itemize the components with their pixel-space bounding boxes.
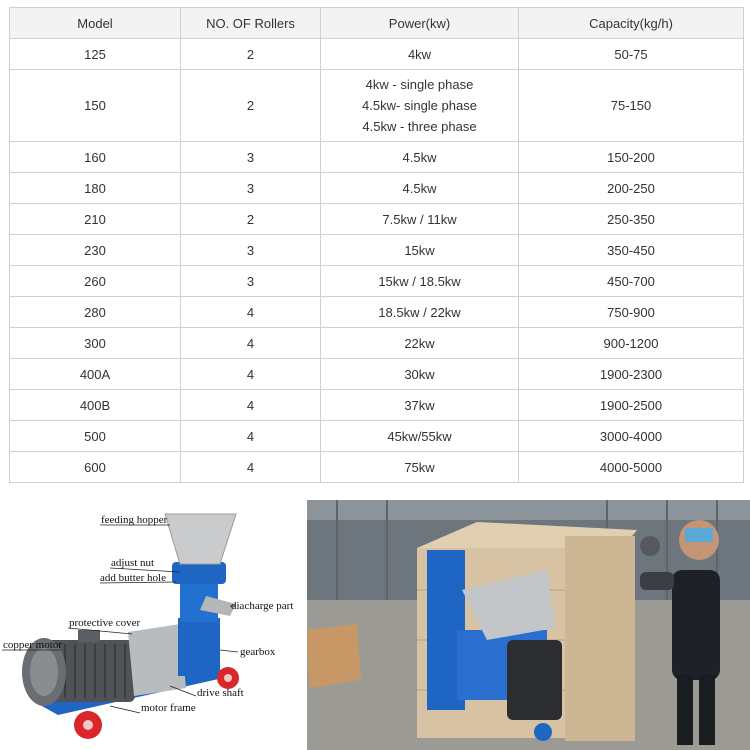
machine-diagram <box>0 500 302 750</box>
table-row <box>10 359 744 390</box>
power-cell <box>321 452 519 483</box>
power-line: 4kw <box>407 46 432 62</box>
power-line: 4.5kw <box>402 149 437 165</box>
power-line: 4kw - single phase <box>365 77 474 92</box>
label-feeding-hopper: feeding hopper <box>101 514 168 526</box>
capacity-cell: 4000-5000 <box>519 452 744 483</box>
capacity-cell: 900-1200 <box>519 328 744 359</box>
label-gearbox: gearbox <box>240 646 276 658</box>
rollers-cell: 4 <box>181 297 321 328</box>
power-line: 15kw <box>404 242 435 258</box>
power-line: 18.5kw / 22kw <box>378 304 461 320</box>
capacity-cell: 350-450 <box>519 235 744 266</box>
power-cell <box>321 266 519 297</box>
power-cell <box>321 421 519 452</box>
power-line: 15kw / 18.5kw <box>378 273 461 289</box>
power-line: 4.5kw - three phase <box>362 119 477 134</box>
rollers-cell: 3 <box>181 142 321 173</box>
header-power: Power(kw) <box>321 8 519 39</box>
model-cell: 210 <box>10 204 181 235</box>
table-row <box>10 328 744 359</box>
label-protective-cover: protective cover <box>69 617 141 629</box>
die-housing-shape <box>172 562 226 584</box>
capacity-cell: 1900-2500 <box>519 390 744 421</box>
rollers-cell: 3 <box>181 173 321 204</box>
capacity-cell: 750-900 <box>519 297 744 328</box>
rollers-cell: 3 <box>181 266 321 297</box>
power-cell <box>321 235 519 266</box>
power-cell <box>321 70 519 142</box>
table-row <box>10 173 744 204</box>
power-cell <box>321 297 519 328</box>
worker <box>672 570 720 680</box>
label-discharge-part: diacharge part <box>231 600 294 612</box>
model-cell: 125 <box>10 39 181 70</box>
power-cell <box>321 173 519 204</box>
table-header-row <box>10 8 744 39</box>
model-cell: 230 <box>10 235 181 266</box>
rollers-cell: 4 <box>181 390 321 421</box>
header-capacity: Capacity(kg/h) <box>519 8 744 39</box>
power-cell <box>321 328 519 359</box>
rollers-cell: 4 <box>181 328 321 359</box>
power-line: 37kw <box>404 397 435 413</box>
packing-photo <box>307 500 750 750</box>
table-row <box>10 266 744 297</box>
gearbox-shape <box>178 618 220 676</box>
model-cell: 150 <box>10 70 181 142</box>
label-adjust-nut: adjust nut <box>111 557 155 569</box>
header-model: Model <box>10 8 181 39</box>
table-row <box>10 39 744 70</box>
capacity-cell: 150-200 <box>519 142 744 173</box>
protective-cover-shape <box>128 624 186 696</box>
table-row <box>10 390 744 421</box>
model-cell: 400B <box>10 390 181 421</box>
feeding-hopper-shape <box>165 514 236 564</box>
label-drive-shaft: drive shaft <box>197 687 244 699</box>
power-line: 22kw <box>404 335 435 351</box>
capacity-cell: 75-150 <box>519 70 744 142</box>
rollers-cell: 4 <box>181 359 321 390</box>
rollers-cell: 2 <box>181 204 321 235</box>
model-cell: 400A <box>10 359 181 390</box>
power-cell <box>321 142 519 173</box>
model-cell: 600 <box>10 452 181 483</box>
model-cell: 500 <box>10 421 181 452</box>
capacity-cell: 200-250 <box>519 173 744 204</box>
rollers-cell: 3 <box>181 235 321 266</box>
power-line: 45kw/55kw <box>387 428 452 444</box>
model-cell: 160 <box>10 142 181 173</box>
table-row <box>10 421 744 452</box>
power-line: 7.5kw / 11kw <box>382 211 457 227</box>
rollers-cell: 4 <box>181 421 321 452</box>
capacity-cell: 1900-2300 <box>519 359 744 390</box>
workshop-scene <box>307 500 750 750</box>
table-row <box>10 297 744 328</box>
header-rollers: NO. OF Rollers <box>181 8 321 39</box>
label-add-butter-hole: add butter hole <box>100 572 166 584</box>
model-cell: 260 <box>10 266 181 297</box>
capacity-cell: 50-75 <box>519 39 744 70</box>
spec-table <box>9 7 744 483</box>
table-row <box>10 70 744 142</box>
power-cell <box>321 204 519 235</box>
power-line: 75kw <box>404 459 435 475</box>
table-row <box>10 204 744 235</box>
model-cell: 300 <box>10 328 181 359</box>
table-row <box>10 452 744 483</box>
rollers-cell: 2 <box>181 39 321 70</box>
table-body <box>10 39 744 483</box>
table-row <box>10 235 744 266</box>
capacity-cell: 250-350 <box>519 204 744 235</box>
power-cell <box>321 390 519 421</box>
model-cell: 280 <box>10 297 181 328</box>
table-row <box>10 142 744 173</box>
rollers-cell: 4 <box>181 452 321 483</box>
power-line: 4.5kw <box>402 180 437 196</box>
power-cell <box>321 39 519 70</box>
capacity-cell: 450-700 <box>519 266 744 297</box>
model-cell: 180 <box>10 173 181 204</box>
label-copper-motor: copper motor <box>3 639 62 651</box>
label-motor-frame: motor frame <box>141 702 196 714</box>
capacity-cell: 3000-4000 <box>519 421 744 452</box>
power-line: 4.5kw- single phase <box>362 98 477 113</box>
rollers-cell: 2 <box>181 70 321 142</box>
power-line: 30kw <box>404 366 435 382</box>
power-cell <box>321 359 519 390</box>
